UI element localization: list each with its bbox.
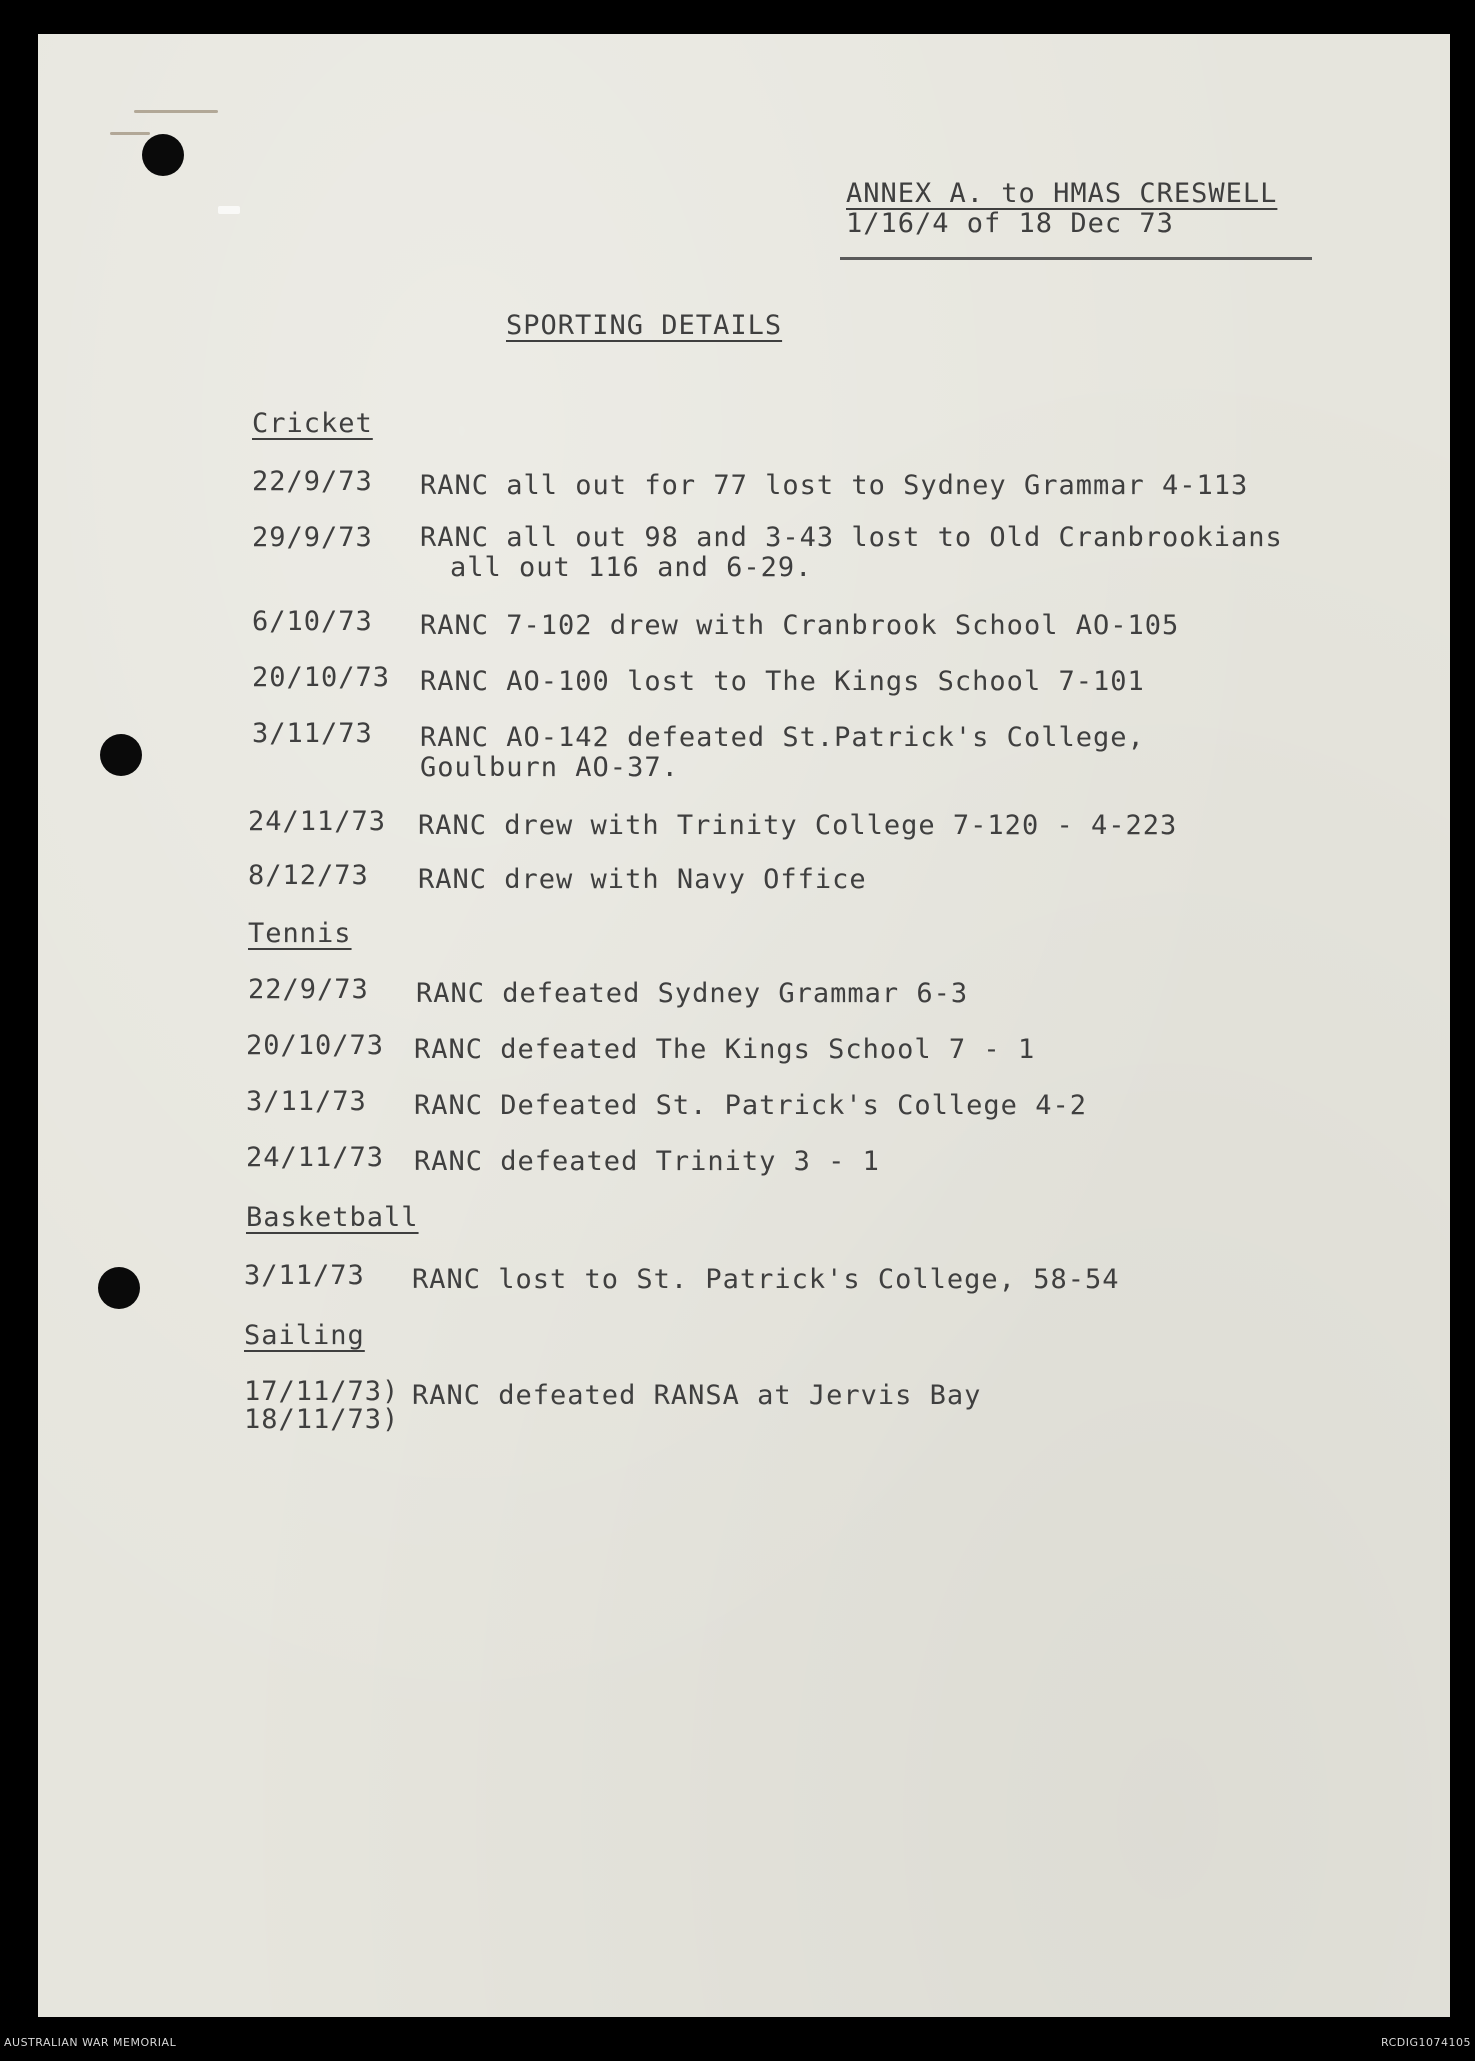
result-date: 24/11/73 bbox=[248, 806, 387, 837]
header-underline bbox=[840, 257, 1312, 260]
result-text: RANC defeated Trinity 3 - 1 bbox=[414, 1146, 880, 1177]
annex-file-number: 1/16/4 of 18 Dec 73 bbox=[846, 208, 1174, 239]
result-text: RANC defeated The Kings School 7 - 1 bbox=[414, 1034, 1036, 1065]
result-text: RANC drew with Navy Office bbox=[418, 864, 867, 895]
paper-tear-mark bbox=[218, 206, 240, 214]
section-heading-cricket: Cricket bbox=[252, 408, 373, 439]
document-title: SPORTING DETAILS bbox=[506, 310, 783, 341]
result-date: 20/10/73 bbox=[246, 1030, 385, 1061]
punch-hole-bottom bbox=[98, 1267, 140, 1309]
punch-hole-middle bbox=[100, 734, 142, 776]
result-text: RANC all out for 77 lost to Sydney Grammar 4-113 bbox=[420, 470, 1249, 501]
result-date: 8/12/73 bbox=[248, 860, 369, 891]
result-date: 3/11/73 bbox=[246, 1086, 367, 1117]
archive-credit: AUSTRALIAN WAR MEMORIAL bbox=[4, 2036, 177, 2049]
result-date: 3/11/73 bbox=[244, 1260, 365, 1291]
section-heading-sailing: Sailing bbox=[244, 1320, 365, 1351]
result-date: 22/9/73 bbox=[248, 974, 369, 1005]
result-date: 20/10/73 bbox=[252, 662, 391, 693]
result-text: RANC defeated Sydney Grammar 6-3 bbox=[416, 978, 969, 1009]
result-date: 17/11/73) bbox=[244, 1376, 400, 1407]
section-heading-tennis: Tennis bbox=[248, 918, 352, 949]
result-text: RANC lost to St. Patrick's College, 58-54 bbox=[412, 1264, 1120, 1295]
paper-tear-mark bbox=[134, 110, 218, 113]
result-date: 3/11/73 bbox=[252, 718, 373, 749]
archive-id: RCDIG1074105 bbox=[1380, 2036, 1471, 2049]
punch-hole-top bbox=[142, 134, 184, 176]
result-date: 24/11/73 bbox=[246, 1142, 385, 1173]
result-date: 6/10/73 bbox=[252, 606, 373, 637]
result-text: RANC AO-142 defeated St.Patrick's College, bbox=[420, 722, 1145, 753]
document-page bbox=[38, 34, 1450, 2017]
result-text: RANC all out 98 and 3-43 lost to Old Cranbrookians bbox=[420, 522, 1283, 553]
annex-reference: ANNEX A. to HMAS CRESWELL bbox=[846, 178, 1278, 209]
result-text: RANC drew with Trinity College 7-120 - 4-223 bbox=[418, 810, 1178, 841]
result-date: 22/9/73 bbox=[252, 466, 373, 497]
section-heading-basketball: Basketball bbox=[246, 1202, 419, 1233]
result-text: RANC Defeated St. Patrick's College 4-2 bbox=[414, 1090, 1087, 1121]
result-text: RANC AO-100 lost to The Kings School 7-101 bbox=[420, 666, 1145, 697]
result-date: 29/9/73 bbox=[252, 522, 373, 553]
result-text: RANC 7-102 drew with Cranbrook School AO-105 bbox=[420, 610, 1180, 641]
result-text-continued: all out 116 and 6-29. bbox=[450, 552, 813, 583]
result-text-continued: Goulburn AO-37. bbox=[420, 752, 679, 783]
result-date-continued: 18/11/73) bbox=[244, 1404, 400, 1435]
paper-tear-mark bbox=[110, 132, 150, 135]
result-text: RANC defeated RANSA at Jervis Bay bbox=[412, 1380, 982, 1411]
